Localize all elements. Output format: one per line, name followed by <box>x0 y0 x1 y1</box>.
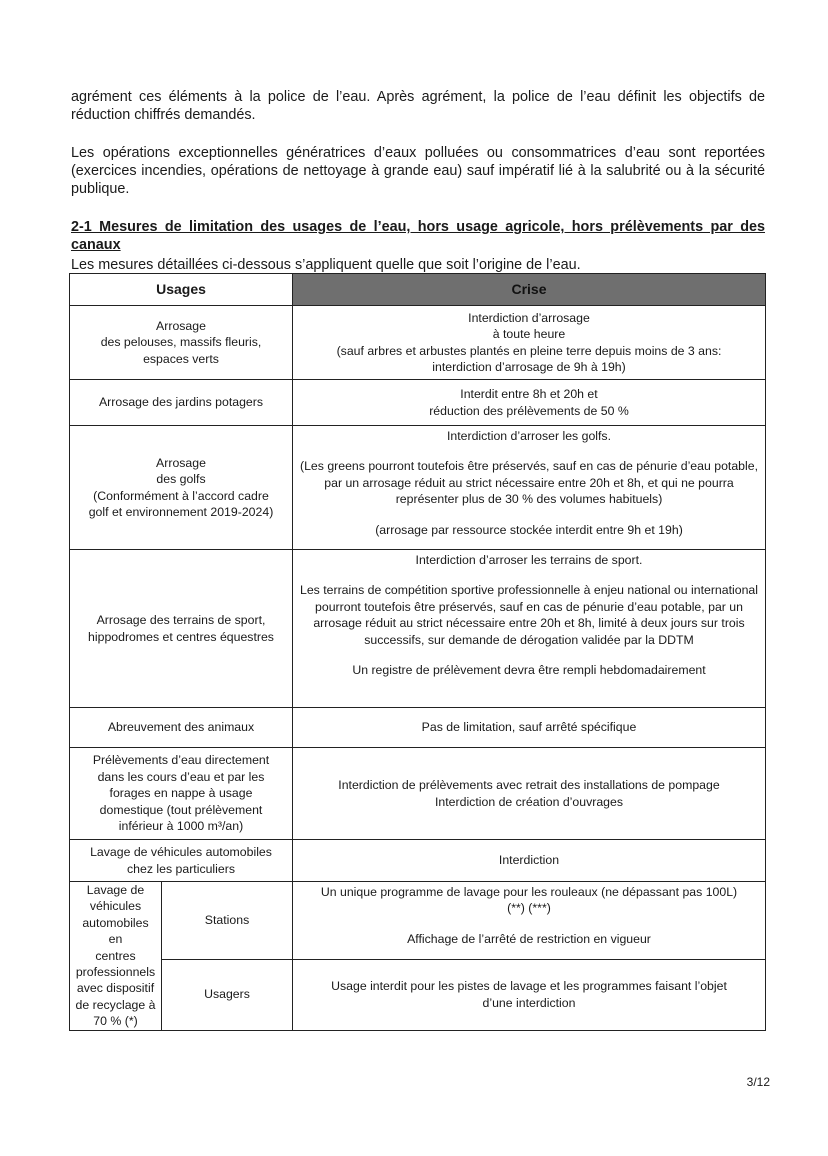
crise-cell-lavage-particuliers: Interdiction <box>293 840 766 882</box>
crise-cell-prelevements: Interdiction de prélèvements avec retrait des installations de pompage Interdiction de création d’ouvrages <box>293 748 766 840</box>
table-header-row <box>70 274 766 306</box>
crise-cell-usagers: Usage interdit pour les pistes de lavage et les programmes faisant l’objet d’une interdiction <box>293 959 766 1030</box>
usage-cell-prelevements: Prélèvements d’eau directement dans les cours d’eau et par les forages en nappe à usage domestique (tout prélèvement inférieur à 1000 m³/an) <box>70 748 293 840</box>
crise-cell-pelouses: Interdiction d’arrosage à toute heure (sauf arbres et arbustes plantés en pleine terre depuis moins de 3 ans: interdiction d’arrosage de 9h à 19h) <box>293 306 766 380</box>
section-intro: Les mesures détaillées ci-dessous s’appliquent quelle que soit l’origine de l’eau. <box>71 257 581 273</box>
table-row <box>70 748 766 840</box>
crise-cell-golfs: Interdiction d’arroser les golfs. (Les greens pourront toutefois être préservés, sauf en cas de pénurie d’eau potable, par un arrosage réduit au strict nécessaire entre 20h et 8h, et qui ne pourra représenter plus de 30 % des volumes habituels) (arrosage par ressource stockée interdit entre 9h et 19h) <box>293 426 766 550</box>
usage-cell-animaux: Abreuvement des animaux <box>70 708 293 748</box>
usage-cell-lavage-pro: Lavage de véhicules automobiles en centres professionnels avec dispositif de recyclage à 70 % (*) <box>70 882 162 1031</box>
sub-usage-stations: Stations <box>162 882 293 960</box>
table-row <box>70 959 766 1030</box>
table-row <box>70 380 766 426</box>
table-row <box>70 708 766 748</box>
intro-paragraph-2: Les opérations exceptionnelles génératrices d’eaux polluées ou consommatrices d’eau sont reportées (exercices incendies, opérations de nettoyage à grande eau) sauf impératif lié à la salubrité ou à la sécurité publique. <box>71 145 765 197</box>
usage-cell-pelouses: Arrosage des pelouses, massifs fleuris, espaces verts <box>70 306 293 380</box>
usage-cell-potagers: Arrosage des jardins potagers <box>70 380 293 426</box>
table-row <box>70 550 766 708</box>
header-crise: Crise <box>293 274 766 306</box>
usage-cell-lavage-particuliers: Lavage de véhicules automobiles chez les particuliers <box>70 840 293 882</box>
table-row <box>70 840 766 882</box>
crise-cell-stations: Un unique programme de lavage pour les rouleaux (ne dépassant pas 100L) (**) (***) Affichage de l’arrêté de restriction en vigueur <box>293 882 766 960</box>
page-number: 3/12 <box>746 1075 770 1089</box>
restrictions-table <box>69 273 766 1031</box>
section-heading: 2-1 Mesures de limitation des usages de l’eau, hors usage agricole, hors prélèvements par des canaux <box>71 219 765 253</box>
header-usages: Usages <box>70 274 293 306</box>
crise-cell-sport: Interdiction d’arroser les terrains de sport. Les terrains de compétition sportive professionnelle à enjeu national ou international pourront toutefois être préservés, sauf en cas de pénurie d’eau potable, par un arrosage réduit au strict nécessaire entre 20h et 8h, limité à deux jours sur trois successifs, sur demande de dérogation validée par la DDTM Un registre de prélèvement devra être rempli hebdomadairement <box>293 550 766 708</box>
sub-usage-usagers: Usagers <box>162 959 293 1030</box>
table-row <box>70 882 766 960</box>
usage-cell-golfs: Arrosage des golfs (Conformément à l’accord cadre golf et environnement 2019-2024) <box>70 426 293 550</box>
intro-paragraph-1: agrément ces éléments à la police de l’eau. Après agrément, la police de l’eau définit les objectifs de réduction chiffrés demandés. <box>71 89 765 123</box>
crise-cell-animaux: Pas de limitation, sauf arrêté spécifique <box>293 708 766 748</box>
crise-cell-potagers: Interdit entre 8h et 20h et réduction des prélèvements de 50 % <box>293 380 766 426</box>
table-row <box>70 426 766 550</box>
table-row <box>70 306 766 380</box>
usage-cell-sport: Arrosage des terrains de sport, hippodromes et centres équestres <box>70 550 293 708</box>
